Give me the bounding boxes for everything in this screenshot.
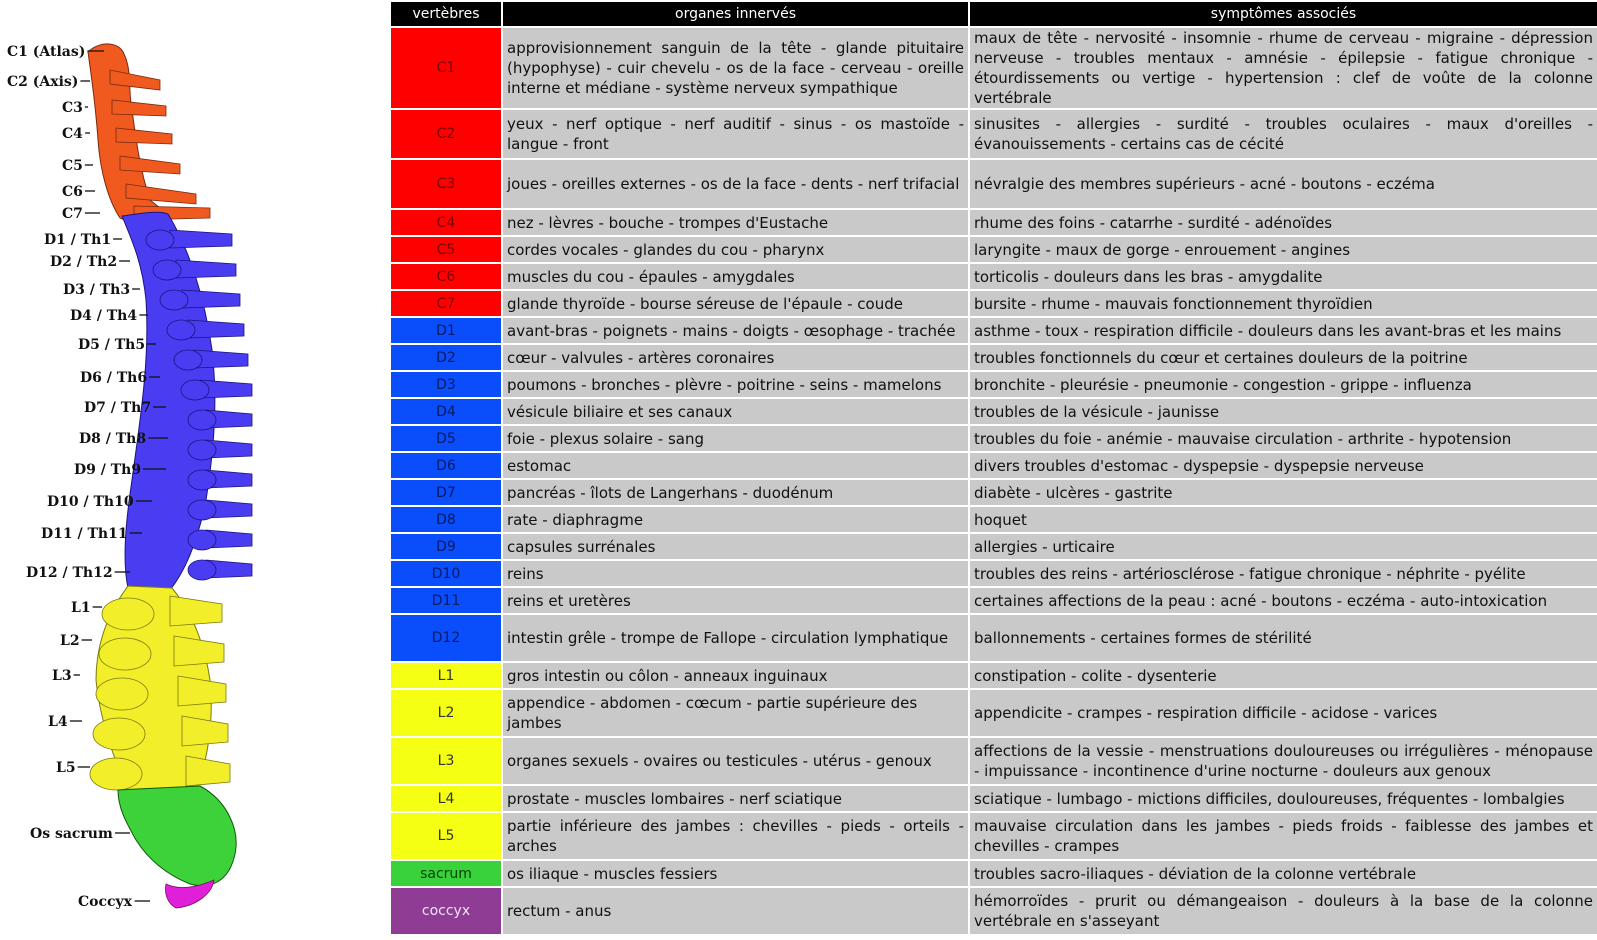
symptoms-cell: appendicite - crampes - respiration difficile - acidose - varices [970, 690, 1597, 736]
vertebra-label: D3 / Th3 [63, 282, 131, 298]
symptoms-cell: asthme - toux - respiration difficile - douleurs dans les avant-bras et les mains [970, 318, 1597, 343]
organs-cell: prostate - muscles lombaires - nerf sciatique [503, 786, 968, 811]
vertebra-label: D5 / Th5 [78, 337, 146, 353]
dorsal-vertebral-body [160, 290, 188, 310]
organs-cell: organes sexuels - ovaires ou testicules - utérus - genoux [503, 738, 968, 784]
vertebra-label: D8 / Th8 [79, 431, 147, 447]
organs-cell: estomac [503, 453, 968, 478]
vertebra-label: C4 [62, 126, 83, 142]
table-row [391, 813, 1597, 859]
symptoms-cell: sinusites - allergies - surdité - troubles oculaires - maux d'oreilles - évanouissements - certains cas de cécité [970, 110, 1597, 158]
dorsal-vertebral-body [181, 380, 209, 400]
vertebra-cell: L1 [391, 663, 501, 688]
table-row [391, 738, 1597, 784]
table-row [391, 160, 1597, 208]
symptoms-cell: rhume des foins - catarrhe - surdité - adénoïdes [970, 210, 1597, 235]
dorsal-vertebral-body [188, 440, 216, 460]
organs-cell: joues - oreilles externes - os de la face - dents - nerf trifacial [503, 160, 968, 208]
table-row [391, 345, 1597, 370]
dorsal-vertebral-body [174, 350, 202, 370]
vertebra-cell: D8 [391, 507, 501, 532]
organs-cell: gros intestin ou côlon - anneaux inguinaux [503, 663, 968, 688]
symptoms-cell: névralgie des membres supérieurs - acné - boutons - eczéma [970, 160, 1597, 208]
dorsal-vertebral-body [188, 500, 216, 520]
table-row [391, 291, 1597, 316]
table-row [391, 372, 1597, 397]
lumbar-spinous-process [186, 756, 230, 786]
organs-cell: pancréas - îlots de Langerhans - duodénum [503, 480, 968, 505]
table-row [391, 861, 1597, 886]
sacrum-region [118, 786, 236, 886]
symptoms-cell: troubles sacro-iliaques - déviation de la colonne vertébrale [970, 861, 1597, 886]
symptoms-cell: troubles du foie - anémie - mauvaise circulation - arthrite - hypotension [970, 426, 1597, 451]
organs-cell: approvisionnement sanguin de la tête - glande pituitaire (hypophyse) - cuir chevelu - os de la face - cerveau - oreille interne et médiane - système nerveux sympathique [503, 28, 968, 108]
spine-diagram [0, 0, 380, 940]
table-row [391, 588, 1597, 613]
vertebrae-table-container [389, 0, 1597, 940]
dorsal-vertebral-body [188, 470, 216, 490]
vertebra-label: C1 (Atlas) [7, 44, 86, 60]
table-row [391, 615, 1597, 661]
vertebra-cell: D12 [391, 615, 501, 661]
symptoms-cell: troubles des reins - artériosclérose - fatigue chronique - néphrite - pyélite [970, 561, 1597, 586]
table-row [391, 237, 1597, 262]
organs-cell: partie inférieure des jambes : chevilles - pieds - orteils - arches [503, 813, 968, 859]
organs-cell: muscles du cou - épaules - amygdales [503, 264, 968, 289]
organs-cell: intestin grêle - trompe de Fallope - circulation lymphatique [503, 615, 968, 661]
vertebra-cell: D9 [391, 534, 501, 559]
lumbar-vertebral-body [99, 638, 151, 670]
dorsal-spinous-process [182, 290, 240, 308]
vertebra-cell: C7 [391, 291, 501, 316]
vertebra-cell: D2 [391, 345, 501, 370]
organs-cell: cordes vocales - glandes du cou - pharynx [503, 237, 968, 262]
vertebra-cell: C5 [391, 237, 501, 262]
vertebra-label: D12 / Th12 [26, 565, 113, 581]
organs-cell: yeux - nerf optique - nerf auditif - sinus - os mastoïde - langue - front [503, 110, 968, 158]
table-row [391, 663, 1597, 688]
symptoms-cell: mauvaise circulation dans les jambes - pieds froids - faiblesse des jambes et chevilles - crampes [970, 813, 1597, 859]
dorsal-spinous-process [170, 230, 232, 248]
symptoms-cell: allergies - urticaire [970, 534, 1597, 559]
symptoms-cell: troubles fonctionnels du cœur et certaines douleurs de la poitrine [970, 345, 1597, 370]
symptoms-cell: sciatique - lumbago - mictions difficiles, douloureuses, fréquentes - lombalgies [970, 786, 1597, 811]
header-vertebrae: vertèbres [391, 2, 501, 26]
symptoms-cell: hoquet [970, 507, 1597, 532]
lumbar-vertebral-body [102, 598, 154, 630]
table-row [391, 786, 1597, 811]
lumbar-spinous-process [174, 636, 224, 666]
table-row [391, 264, 1597, 289]
table-header-row [391, 2, 1597, 26]
cervical-spinous-process [112, 100, 166, 116]
vertebra-cell: D4 [391, 399, 501, 424]
vertebra-cell: L3 [391, 738, 501, 784]
dorsal-vertebral-body [146, 230, 174, 250]
vertebra-cell: C2 [391, 110, 501, 158]
symptoms-cell: bronchite - pleurésie - pneumonie - congestion - grippe - influenza [970, 372, 1597, 397]
table-row [391, 480, 1597, 505]
table-row [391, 453, 1597, 478]
dorsal-vertebral-body [167, 320, 195, 340]
dorsal-spinous-process [176, 260, 236, 278]
symptoms-cell: affections de la vessie - menstruations douloureuses ou irrégulières - ménopause - impuissance - incontinence d'urine nocturne - douleurs aux genoux [970, 738, 1597, 784]
table-row [391, 399, 1597, 424]
organs-cell: poumons - bronches - plèvre - poitrine - seins - mamelons [503, 372, 968, 397]
table-row [391, 690, 1597, 736]
symptoms-cell: constipation - colite - dysenterie [970, 663, 1597, 688]
vertebra-cell: L2 [391, 690, 501, 736]
vertebra-label: C5 [62, 158, 83, 174]
vertebra-cell: C3 [391, 160, 501, 208]
vertebra-label: D11 / Th11 [41, 526, 128, 542]
table-row [391, 534, 1597, 559]
lumbar-vertebral-body [90, 758, 142, 790]
header-organs: organes innervés [503, 2, 968, 26]
vertebra-label: L2 [60, 633, 80, 649]
organs-cell: avant-bras - poignets - mains - doigts - œsophage - trachée [503, 318, 968, 343]
vertebra-cell: D10 [391, 561, 501, 586]
vertebra-label: D1 / Th1 [44, 232, 112, 248]
symptoms-cell: certaines affections de la peau : acné - boutons - eczéma - auto-intoxication [970, 588, 1597, 613]
symptoms-cell: bursite - rhume - mauvais fonctionnement thyroïdien [970, 291, 1597, 316]
dorsal-vertebral-body [188, 560, 216, 580]
symptoms-cell: hémorroïdes - prurit ou démangeaison - douleurs à la base de la colonne vertébrale en s'asseyant [970, 888, 1597, 934]
vertebra-cell: coccyx [391, 888, 501, 934]
vertebra-cell: L4 [391, 786, 501, 811]
symptoms-cell: troubles de la vésicule - jaunisse [970, 399, 1597, 424]
organs-cell: os iliaque - muscles fessiers [503, 861, 968, 886]
organs-cell: nez - lèvres - bouche - trompes d'Eustache [503, 210, 968, 235]
lumbar-spinous-process [170, 596, 222, 626]
table-row [391, 561, 1597, 586]
organs-cell: capsules surrénales [503, 534, 968, 559]
vertebra-label: C3 [62, 100, 83, 116]
dorsal-vertebral-body [153, 260, 181, 280]
vertebra-cell: D5 [391, 426, 501, 451]
vertebra-label: L3 [52, 668, 72, 684]
vertebra-label: L4 [48, 714, 68, 730]
vertebra-label: Os sacrum [30, 826, 113, 842]
lumbar-spinous-process [182, 716, 228, 746]
symptoms-cell: torticolis - douleurs dans les bras - amygdalite [970, 264, 1597, 289]
vertebra-label: Coccyx [78, 894, 133, 910]
vertebra-cell: C4 [391, 210, 501, 235]
vertebra-cell: D3 [391, 372, 501, 397]
organs-cell: vésicule biliaire et ses canaux [503, 399, 968, 424]
vertebra-cell: D7 [391, 480, 501, 505]
dorsal-vertebral-body [188, 530, 216, 550]
organs-cell: glande thyroïde - bourse séreuse de l'épaule - coude [503, 291, 968, 316]
vertebra-cell: D6 [391, 453, 501, 478]
lumbar-vertebral-body [93, 718, 145, 750]
organs-cell: cœur - valvules - artères coronaires [503, 345, 968, 370]
symptoms-cell: divers troubles d'estomac - dyspepsie - dyspepsie nerveuse [970, 453, 1597, 478]
vertebra-cell: D11 [391, 588, 501, 613]
vertebra-cell: L5 [391, 813, 501, 859]
table-row [391, 28, 1597, 108]
vertebra-label: D9 / Th9 [74, 462, 142, 478]
vertebra-label: C7 [62, 206, 83, 222]
organs-cell: rectum - anus [503, 888, 968, 934]
organs-cell: reins [503, 561, 968, 586]
vertebra-label: L5 [56, 760, 76, 776]
vertebra-label: D2 / Th2 [50, 254, 118, 270]
lumbar-spinous-process [178, 676, 226, 706]
dorsal-vertebral-body [188, 410, 216, 430]
vertebrae-table [389, 0, 1597, 936]
organs-cell: appendice - abdomen - cœcum - partie supérieure des jambes [503, 690, 968, 736]
table-row [391, 110, 1597, 158]
vertebra-label: L1 [71, 600, 91, 616]
table-row [391, 210, 1597, 235]
lumbar-vertebral-body [96, 678, 148, 710]
vertebra-cell: sacrum [391, 861, 501, 886]
vertebra-label: D10 / Th10 [47, 494, 134, 510]
vertebra-label: C6 [62, 184, 83, 200]
symptoms-cell: diabète - ulcères - gastrite [970, 480, 1597, 505]
table-row [391, 888, 1597, 934]
organs-cell: foie - plexus solaire - sang [503, 426, 968, 451]
symptoms-cell: laryngite - maux de gorge - enrouement - angines [970, 237, 1597, 262]
organs-cell: reins et uretères [503, 588, 968, 613]
vertebra-label: D4 / Th4 [70, 308, 138, 324]
table-row [391, 507, 1597, 532]
header-symptoms: symptômes associés [970, 2, 1597, 26]
table-row [391, 318, 1597, 343]
vertebra-label: D6 / Th6 [80, 370, 148, 386]
dorsal-spinous-process [188, 320, 244, 338]
vertebra-cell: C1 [391, 28, 501, 108]
table-row [391, 426, 1597, 451]
vertebra-label: D7 / Th7 [84, 400, 152, 416]
symptoms-cell: ballonnements - certaines formes de stérilité [970, 615, 1597, 661]
organs-cell: rate - diaphragme [503, 507, 968, 532]
vertebra-label: C2 (Axis) [7, 74, 79, 90]
vertebra-cell: C6 [391, 264, 501, 289]
cervical-spinous-process [116, 128, 172, 144]
symptoms-cell: maux de tête - nervosité - insomnie - rhume de cerveau - migraine - dépression nerveuse - troubles mentaux - amnésie - épilepsie - fatigue chronique - étourdissements ou vertige - hypertension : clef de voûte de la colonne vertébrale [970, 28, 1597, 108]
vertebra-cell: D1 [391, 318, 501, 343]
